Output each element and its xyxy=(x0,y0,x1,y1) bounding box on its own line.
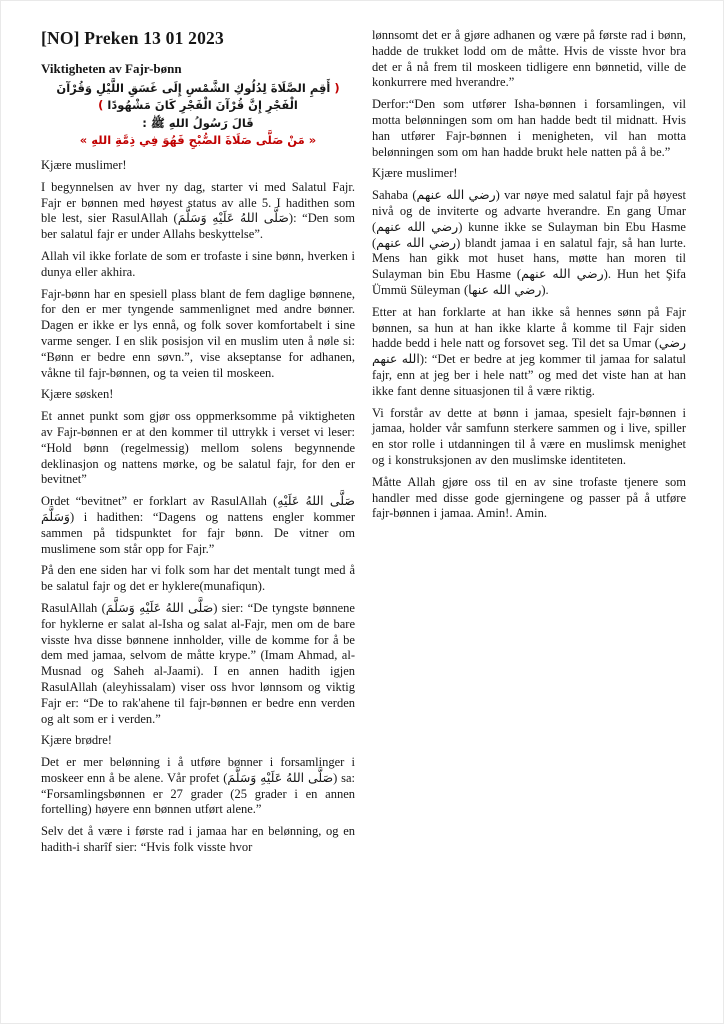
paragraph: Kjære brødre! xyxy=(41,733,112,748)
paragraph: Ordet “bevitnet” er forklart av RasulAllah (صَلَّى اللهُ عَلَيْهِ وَسَلَّمَ) i hadithen: “Dagens og nattens engler kommer sammen på tidspunktet for fajr bønn. De vitner om muslimene som står opp for Fajr.” xyxy=(41,494,355,556)
paragraph: Etter at han forklarte at han ikke så hennes sønn på Fajr bønnen, sa hun at han ikke klarte å komme til Fajr siden hadde bedd i hele natt og forsovet seg. Til det sa Umar (رضي الله عنهم): “Det er bedre at jeg kommer til jamaa for salatul fajr, enn at jeg ber i hele natt” og med det viste han at han ikke fant denne situasjonen til å være riktig. xyxy=(372,304,686,398)
paragraph: Et annet punkt som gjør oss oppmerksomme på viktigheten av Fajr-bønnen er at den kommer til uttrykk i verset vi leser: “Hold bønn (regelmessig) mellom solens begynnende deklinasjon og nattens mørke, og be salatul fajr, for den er bevitnet” xyxy=(41,409,355,487)
rasul-attribution-line: قَالَ رَسُولُ اللهِ ﷺ : xyxy=(142,115,254,130)
page-subtitle: Viktigheten av Fajr-bønn xyxy=(41,61,182,76)
paragraph: RasulAllah (صَلَّى اللهُ عَلَيْهِ وَسَلَّمَ) sier: “De tyngste bønnene for hyklerne er salat al-Isha og salat al-Fajr, men om de bare visste hva disse bønnene innholder, ville de komme for å be dem med jamaa, selvom de måtte krype.” (Imam Ahmad, al-Musnad og Saheh al-Jaami). I en annen hadith igjen RasulAllah (aleyhissalam) viser oss hvor lønnsom og viktig Fajr er: “De to rak'ahene til fajr-bønnen er bedre enn verden og alt som er i verden.” xyxy=(41,600,355,726)
arabic-verse-text: أَقِمِ الصَّلَاةَ لِدُلُوكِ الشَّمْسِ إِلَى غَسَقِ اللَّيْلِ وَقُرْآنَ الْفَجْرِ إِنَّ قُرْآنَ الْفَجْرِ كَانَ مَشْهُودًا xyxy=(56,81,331,113)
paragraph: lønnsomt det er å gjøre adhanen og være på første rad i bønn, hadde de trukket lodd om de måtte. Hvis de visste hvor bra det er å nå frem til moskeen tidligere enn bønnetid, ville de konkurrere med hverandre.” xyxy=(372,28,686,90)
paragraph: Kjære søsken! xyxy=(41,387,114,402)
arabic-hadith-line: « مَنْ صَلَّى صَلَاةَ الصُّبْحِ فَهُوَ فِي ذِمَّةِ اللهِ » xyxy=(79,132,317,147)
paragraph: Kjære muslimer! xyxy=(41,158,127,172)
paragraph: Sahaba (رضي الله عنهم) var nøye med salatul fajr på høyest nivå og de inviterte og advarte hverandre. En gang Umar (رضي الله عنهم) kunne ikke se Sulayman bin Ebu Hasme (رضي الله عنهم) blandt jamaa i en salatul fajr, så han lurte. Mens han gikk mot huset hans, møtte han moren til Sulayman bin Ebu Hasme (رضي الله عنهم). Hun het Şifa Ümmü Süleyman (رضي الله عنها). xyxy=(372,188,686,297)
page-title: [NO] Preken 13 01 2023 xyxy=(41,28,224,48)
verse-close-paren: ) xyxy=(98,98,104,113)
paragraph: Det er mer belønning i å utføre bønner i forsamlinger i moskeer enn å be alene. Vår profet (صَلَّى اللهُ عَلَيْهِ وَسَلَّمَ) sa: “Forsamlingsbønnen er 27 grader (25 grader i en annen fortelling) høyere enn bønnen utført alene.” xyxy=(41,755,355,817)
left-column-paragraphs xyxy=(41,158,355,856)
arabic-quote-block xyxy=(41,80,355,149)
left-column xyxy=(41,28,355,862)
paragraph: Derfor:“Den som utfører Isha-bønnen i forsamlingen, vil motta belønningen som om han hadde bedt til midnatt. Hvis han utfører Fajr-bønnen i menigheten, vil han motta belønningen som om han hadde brukt hele natten på å be.” xyxy=(372,97,686,159)
right-column-paragraphs xyxy=(372,28,686,522)
right-column xyxy=(372,28,686,528)
paragraph: I begynnelsen av hver ny dag, starter vi med Salatul Fajr. Fajr er bønnen med høyest status av alle 5. I hadithen som ble lest, sier RasulAllah (صَلَّى اللهُ عَلَيْهِ وَسَلَّمَ): “Den som ber salatul fajr er under Allahs beskyttelse”. xyxy=(41,179,355,242)
paragraph: På den ene siden har vi folk som har det mentalt tungt med å be salatul fajr og det er hyklere(munafiqun). xyxy=(41,563,355,594)
arabic-verse-line xyxy=(41,80,355,115)
paragraph: Kjære muslimer! xyxy=(372,166,458,181)
paragraph: Fajr-bønn har en spesiell plass blant de fem daglige bønnene, for den er mer tyngende sammenlignet med andre bønner. Dagen er ikke er lys ennå, og folk sover komfortabelt i sine varme senger. I en slik posisjon vil en muslim uten å nøle si: “Bønn er bedre enn søvn.”, vise akseptanse for adhanen, våkne til fajr-bønnen, og ta veien til moskeen. xyxy=(41,286,355,380)
paragraph: Måtte Allah gjøre oss til en av sine trofaste tjenere som handler med disse gode gjerningene og passer på å utføre fajr-bønnen i jamaa. Amin!. Amin. xyxy=(372,474,686,521)
paragraph: Allah vil ikke forlate de som er trofaste i sine bønn, hverken i dunya eller akhira. xyxy=(41,248,355,279)
paragraph: Selv det å være i første rad i jamaa har en belønning, og en hadith-i sharîf sier: “Hvis folk visste hvor xyxy=(41,824,355,855)
verse-open-paren: ( xyxy=(334,81,340,95)
paragraph: Vi forstår av dette at bønn i jamaa, spesielt fajr-bønnen i jamaa, holder vår samfunn sterkere sammen og i live, spiller en stor rolle i utdanningen til å være en muslimsk menighet og i konstruksjonen av den muslimske identiteten. xyxy=(372,405,686,467)
